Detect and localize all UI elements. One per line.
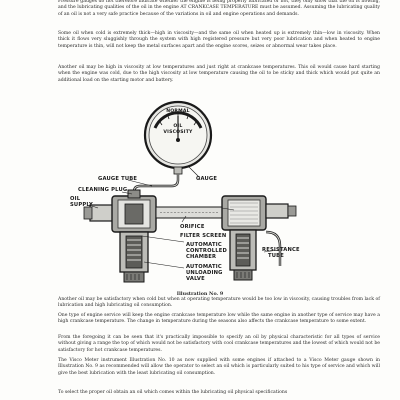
viscosity-gauge-dial bbox=[145, 102, 211, 174]
paragraph-engine-service: One type of engine service will keep the engine crankcase temperature low while the same engine in another type of service may have a high crankcase temperature. The change in temperature during the seasons also affects the crankcase temperature to some extent. bbox=[58, 313, 380, 325]
label-orifice: ORIFICE bbox=[180, 224, 205, 230]
dial-label-viscosity: VISCOSITY bbox=[163, 130, 193, 135]
paragraph-visco-meter: The Visco Meter instrument Illustration No. 10 as now supplied with some engines if attached to a Visco Meter gauge shown in Illustration No. 9 as recommended will allow the operator to select an oil which is particularly suited to his type of service and which will give the best lubrication with the least lubricating oil consumption. bbox=[58, 358, 380, 376]
label-oil: OIL bbox=[70, 196, 81, 202]
right-valve-body bbox=[222, 196, 296, 280]
paragraph-select-oil: To select the proper oil obtain an oil which comes within the lubricating oil physical specifications bbox=[58, 390, 288, 395]
label-filter-screen: FILTER SCREEN bbox=[180, 233, 227, 239]
label-chamber: CHAMBER bbox=[186, 254, 217, 260]
paragraph-pressure-gauges: Pressure gauges do not therefore indicate whether the engine is being properly lubricated or not, they only show that the oil is flowing, and the lubricating qualities of the oil in the engine AT CRANKCASE TEMPERATURE must be assumed. Assuming the lubricating quality of an oil is not a very safe practice because of the variations in oil and engine operations and demands. bbox=[58, 0, 380, 17]
left-valve-body bbox=[84, 190, 156, 282]
paragraph-satisfactory-when-cold: Another oil may be satisfactory when cold but when at operating temperature would be too low in viscosity, causing troubles from lack of lubrication and high lubricating oil consumption. bbox=[58, 297, 380, 309]
label-valve: VALVE bbox=[186, 276, 205, 282]
label-unloading: UNLOADING bbox=[186, 270, 223, 276]
label-controlled: CONTROLLED bbox=[186, 248, 227, 254]
label-gauge: GAUGE bbox=[196, 176, 218, 182]
figure-caption: Illustration No. 9 bbox=[176, 291, 224, 297]
label-resistance: RESISTANCE bbox=[262, 247, 300, 253]
paragraph-foregoing: From the foregoing it can be seen that it's practically impossible to specify an oil by physical characteristic for all types of service without giving a range the top of which would not be satisfactory with cool crankcase temperatures and the lowest of which would not be satisfactory for hot crankcase temperatures. bbox=[58, 335, 380, 353]
label-gauge-tube: GAUGE TUBE bbox=[98, 176, 138, 182]
label-tube: TUBE bbox=[268, 253, 285, 259]
orifice-passage bbox=[156, 207, 222, 218]
dial-label-oil: OIL bbox=[173, 124, 183, 129]
label-automatic-2: AUTOMATIC bbox=[186, 264, 222, 270]
label-supply: SUPPLY bbox=[70, 202, 94, 208]
label-automatic-1: AUTOMATIC bbox=[186, 242, 222, 248]
paragraph-hard-starting: Another oil may be high in viscosity at low temperatures and just right at crankcase temperatures. This oil would cause hard starting when the engine was cold, due to the high viscosity at low temperature causing the oil to be sticky and thick which would put quite an additional load on the starting motor and battery. bbox=[58, 65, 380, 83]
paragraph-viscosity-variation: Some oil when cold is extremely thick—high in viscosity—and the same oil when heated up is extremely thin—low in viscosity. When thick it flows very sluggishly through the system with high registered pressure but very poor lubrication and when heated to engine temperature is thin, will not keep the metal surfaces apart and the engine scores, seizes or abnormal wear takes place. bbox=[58, 31, 380, 49]
dial-label-normal: NORMAL bbox=[166, 109, 190, 114]
label-cleaning-plug: CLEANING PLUG bbox=[78, 187, 128, 193]
